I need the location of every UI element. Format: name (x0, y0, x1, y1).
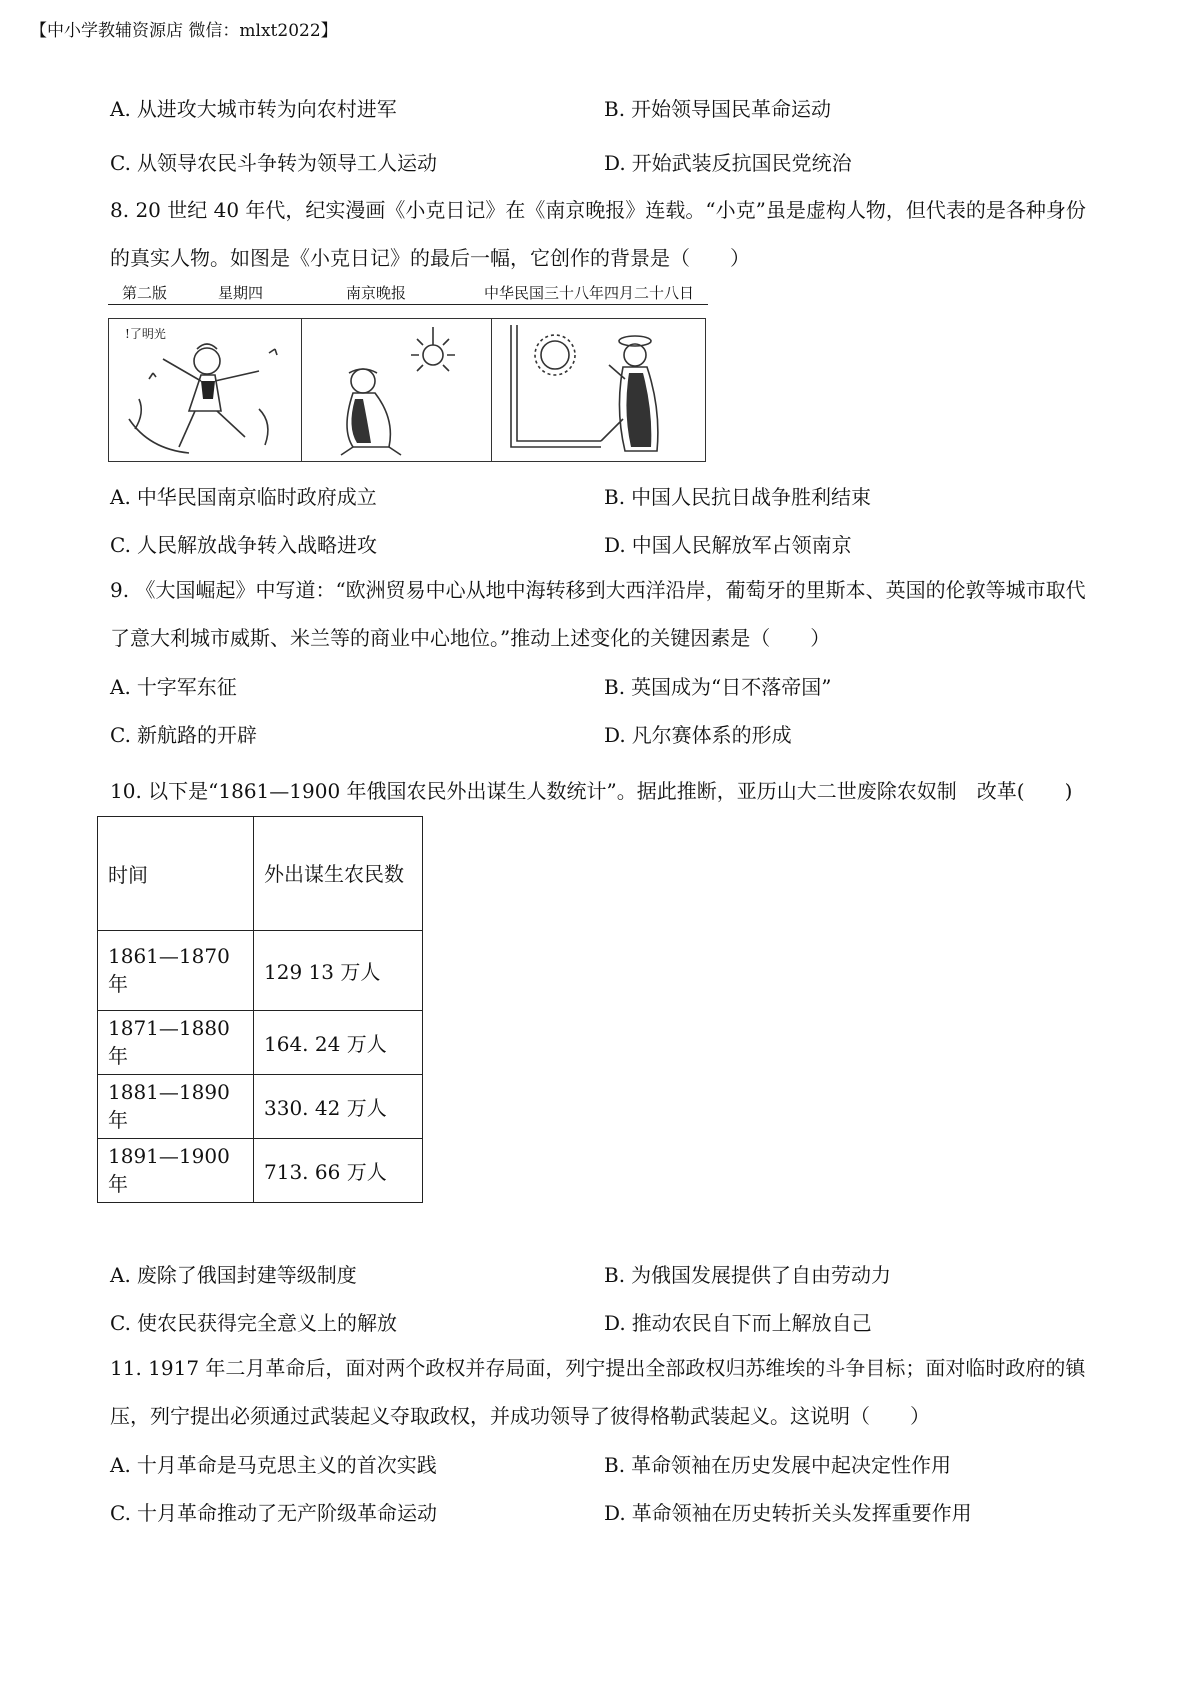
q8-stem: 8. 20 世纪 40 年代，纪实漫画《小克日记》在《南京晚报》连载。“小克”虽是虚构人物，但代表的是各种身份的真实人物。如图是《小克日记》的最后一幅，它创作的背景是（ ） (110, 198, 1086, 270)
comic-edition: 第二版 (122, 284, 168, 302)
q10-stem: 10. 以下是“1861—1900 年俄国农民外出谋生人数统计”。据此推断，亚历山大二世废除农奴制 改革( ) (110, 779, 1073, 803)
table-row: 1871—1880 年 164. 24 万人 (98, 1011, 423, 1075)
q7-option-b: B. 开始领导国民革命运动 (604, 97, 832, 121)
q10-option-d: D. 推动农民自下而上解放自己 (604, 1311, 872, 1335)
q11-stem: 11. 1917 年二月革命后，面对两个政权并存局面，列宁提出全部政权归苏维埃的斗争目标；面对临时政府的镇压，列宁提出必须通过武装起义夺取政权，并成功领导了彼得格勒武装起义。这说明（ ） (110, 1356, 1086, 1428)
table-header-time: 时间 (98, 817, 254, 931)
comic-bubble-text: !了明光 (125, 327, 166, 341)
comic-masthead (108, 282, 708, 305)
table-row: 1861—1870 年 129 13 万人 (98, 931, 423, 1011)
q8-option-b: B. 中国人民抗日战争胜利结束 (604, 485, 872, 509)
q11-option-a: A. 十月革命是马克思主义的首次实践 (110, 1453, 437, 1477)
comic-panel-1 (109, 319, 302, 461)
comic-newspaper: 南京晚报 (346, 284, 407, 302)
q8-option-d: D. 中国人民解放军占领南京 (604, 533, 852, 557)
q11-option-b: B. 革命领袖在历史发展中起决定性作用 (604, 1453, 952, 1477)
table-row: 1881—1890 年 330. 42 万人 (98, 1075, 423, 1139)
q8-option-c: C. 人民解放战争转入战略进攻 (110, 533, 377, 557)
window-sun-illustration (491, 319, 705, 461)
q9-option-d: D. 凡尔赛体系的形成 (604, 723, 792, 747)
q10-option-b: B. 为俄国发展提供了自由劳动力 (604, 1263, 892, 1287)
q11-option-c: C. 十月革命推动了无产阶级革命运动 (110, 1501, 437, 1525)
q7-option-a: A. 从进攻大城市转为向农村进军 (110, 97, 397, 121)
comic-strip (108, 282, 708, 464)
comic-panel-2 (301, 319, 492, 461)
comic-panels (108, 318, 706, 462)
q10-option-c: C. 使农民获得完全意义上的解放 (110, 1311, 397, 1335)
sitting-figure-light-illustration (301, 319, 491, 461)
table-row: 1891—1900 年 713. 66 万人 (98, 1139, 423, 1203)
table-header-row (98, 817, 423, 931)
q8-option-a: A. 中华民国南京临时政府成立 (110, 485, 377, 509)
q11-option-d: D. 革命领袖在历史转折关头发挥重要作用 (604, 1501, 972, 1525)
page-header: 【中小学教辅资源店 微信：mlxt2022】 (30, 21, 338, 41)
q9-option-c: C. 新航路的开辟 (110, 723, 257, 747)
q9-option-a: A. 十字军东征 (110, 675, 237, 699)
table-header-count: 外出谋生农民数 (254, 817, 423, 931)
q10-option-a: A. 废除了俄国封建等级制度 (110, 1263, 357, 1287)
comic-weekday: 星期四 (218, 284, 264, 302)
q9-stem: 9. 《大国崛起》中写道：“欧洲贸易中心从地中海转移到大西洋沿岸，葡萄牙的里斯本、英国的伦敦等城市取代了意大利城市威斯、米兰等的商业中心地位。”推动上述变化的关键因素是（ ） (110, 578, 1086, 650)
comic-date: 中华民国三十八年四月二十八日 (484, 284, 695, 302)
comic-panel-3 (491, 319, 705, 461)
q7-option-c: C. 从领导农民斗争转为领导工人运动 (110, 151, 437, 175)
q9-option-b: B. 英国成为“日不落帝国” (604, 675, 832, 699)
q7-option-d: D. 开始武装反抗国民党统治 (604, 151, 852, 175)
q10-stats-table (97, 816, 423, 1203)
